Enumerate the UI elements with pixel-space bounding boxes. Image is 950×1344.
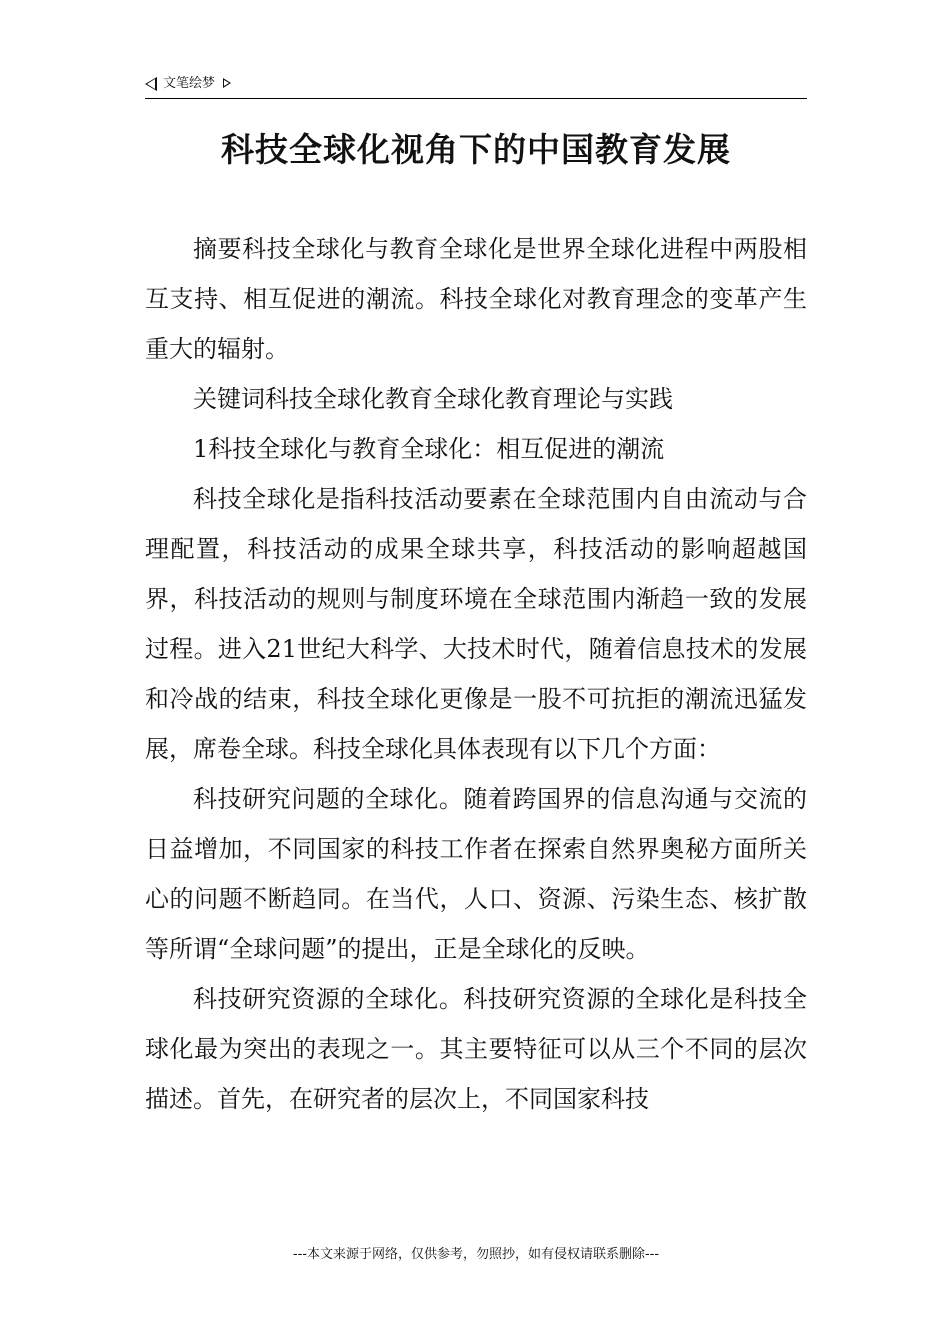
keywords-paragraph: 关键词科技全球化教育全球化教育理论与实践 bbox=[193, 385, 673, 413]
body-paragraph: 科技研究问题的全球化。随着跨国界的信息沟通与交流的日益增加，不同国家的科技工作者在探索自然界奥秘方面所关心的问题不断趋同。在当代，人口、资源、污染生态、核扩散等所谓“全球问题”的提出，正是全球化的反映。 bbox=[145, 785, 807, 963]
section-heading: 1科技全球化与教育全球化：相互促进的潮流 bbox=[193, 435, 665, 463]
page-footer: ---本文来源于网络，仅供参考，勿照抄，如有侵权请联系删除--- bbox=[292, 1247, 660, 1262]
body-paragraph: 科技全球化是指科技活动要素在全球范围内自由流动与合理配置，科技活动的成果全球共享，科技活动的影响超越国界，科技活动的规则与制度环境在全球范围内渐趋一致的发展过程。进入21世纪大科学、大技术时代，随着信息技术的发展和冷战的结束，科技全球化更像是一股不可抗拒的潮流迅猛发展，席卷全球。科技全球化具体表现有以下几个方面： bbox=[145, 485, 807, 763]
page-header bbox=[145, 74, 807, 99]
triangle-right-icon bbox=[223, 78, 231, 88]
document-body bbox=[145, 224, 807, 1124]
triangle-left-icon bbox=[145, 77, 157, 91]
document-title: 科技全球化视角下的中国教育发展 bbox=[221, 130, 731, 169]
abstract-paragraph: 摘要科技全球化与教育全球化是世界全球化进程中两股相互支持、相互促进的潮流。科技全球化对教育理念的变革产生重大的辐射。 bbox=[145, 235, 807, 363]
header-label: 文笔绘梦 bbox=[163, 76, 216, 91]
body-paragraph: 科技研究资源的全球化。科技研究资源的全球化是科技全球化最为突出的表现之一。其主要特征可以从三个不同的层次描述。首先，在研究者的层次上，不同国家科技 bbox=[145, 985, 807, 1113]
